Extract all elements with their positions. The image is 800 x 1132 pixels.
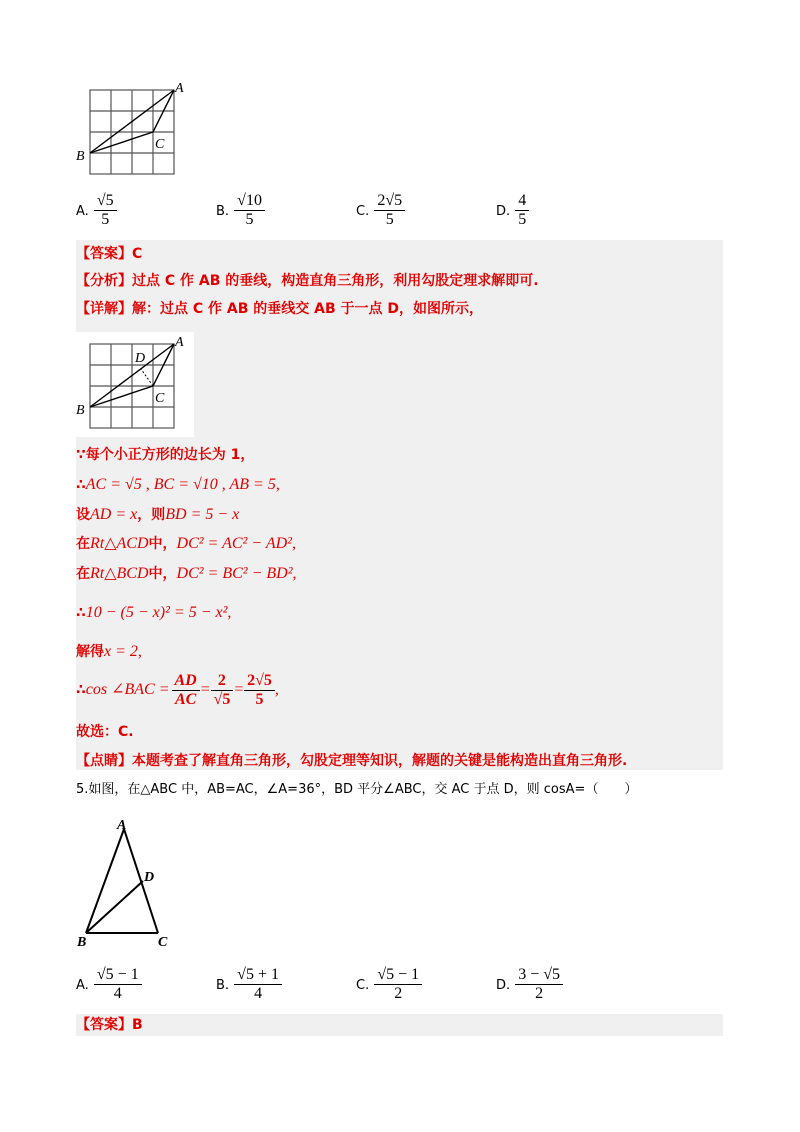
step-4: 在Rt△ACD中，DC² = AC² − AD², [76, 535, 296, 552]
option-letter: D. [496, 204, 511, 219]
q5-stem: 5.如图，在△ABC 中，AB=AC，∠A=36°，BD 平分∠ABC，交 AC 于点 D，则 cosA=（ ） [76, 782, 638, 797]
option-fraction: $\frac{2√5}{5}$ [374, 192, 405, 229]
tri-label-d: D [144, 870, 155, 885]
option-letter: B. [216, 204, 230, 219]
q4-option-c[interactable] [356, 192, 405, 229]
q5-answer-block [76, 1014, 723, 1036]
tri-label-b: B [77, 935, 87, 950]
answer-tag: 【答案】 [76, 1017, 132, 1033]
option-fraction: $\frac{4}{5}$ [515, 192, 529, 229]
fig2-label-a: A [175, 335, 184, 350]
option-fraction: $\frac{√10}{5}$ [234, 192, 265, 229]
option-letter: A. [76, 204, 89, 219]
detail-text: 解：过点 C 作 AB 的垂线交 AB 于一点 D，如图所示， [132, 301, 484, 317]
fig2-label-b: B [76, 403, 85, 418]
answer-value: C [132, 246, 143, 262]
step-1: ∵每个小正方形的边长为 1， [76, 447, 255, 463]
fig1-label-a: A [175, 81, 184, 96]
fig2-label-c: C [155, 391, 165, 406]
q5-options [76, 966, 596, 1006]
step-6: ∴10 − (5 − x)² = 5 − x², [76, 604, 232, 621]
q4-option-d[interactable] [496, 192, 529, 229]
q4-comment [76, 751, 627, 771]
option-fraction: $\frac{√5}{5}$ [94, 192, 117, 229]
step-2: ∴AC = √5 , BC = √10 , AB = 5, [76, 476, 280, 493]
q4-option-b[interactable] [216, 192, 265, 229]
step-3: 设AD = x，则BD = 5 − x [76, 506, 240, 523]
step-5: 在Rt△BCD中，DC² = BC² − BD², [76, 565, 297, 582]
comment-tag: 【点睛】 [76, 753, 132, 769]
step-7: 解得x = 2, [76, 643, 142, 660]
q4-analysis [76, 271, 539, 291]
step-8: ∴ cos ∠BAC = $\frac{AD}{AC}$ = $\frac{2}{√5}$ = $\frac{2√5}{5}$ , [76, 671, 279, 708]
grid-figure-2 [74, 332, 194, 437]
tri-label-c: C [158, 935, 168, 950]
step-9: 故选：C. [76, 724, 134, 740]
comment-text: 本题考查了解直角三角形，勾股定理等知识，解题的关键是能构造出直角三角形. [132, 753, 628, 769]
q5-option-a[interactable]: A. $\frac{√5 - 1}{4}$ [76, 966, 142, 1003]
q4-option-a[interactable] [76, 192, 117, 229]
tri-label-a: A [117, 818, 127, 833]
option-letter: C. [356, 204, 370, 219]
analysis-tag: 【分析】 [76, 273, 132, 289]
q5-option-d[interactable]: D. $\frac{3 - √5}{2}$ [496, 966, 563, 1003]
triangle-figure [74, 815, 184, 950]
answer-value: B [132, 1017, 143, 1033]
q4-answer [76, 244, 142, 264]
grid-figure-1 [74, 78, 194, 183]
answer-tag: 【答案】 [76, 246, 132, 262]
q5-option-b[interactable]: B. $\frac{√5 + 1}{4}$ [216, 966, 282, 1003]
fig1-label-b: B [76, 149, 85, 164]
detail-tag: 【详解】 [76, 301, 132, 317]
q4-options [76, 192, 596, 232]
q4-detail [76, 299, 483, 319]
fig1-label-c: C [155, 137, 165, 152]
q5-option-c[interactable]: C. $\frac{√5 - 1}{2}$ [356, 966, 422, 1003]
fig2-label-d: D [135, 351, 146, 366]
q5-answer [76, 1015, 143, 1035]
analysis-text: 过点 C 作 AB 的垂线，构造直角三角形，利用勾股定理求解即可. [132, 273, 539, 289]
